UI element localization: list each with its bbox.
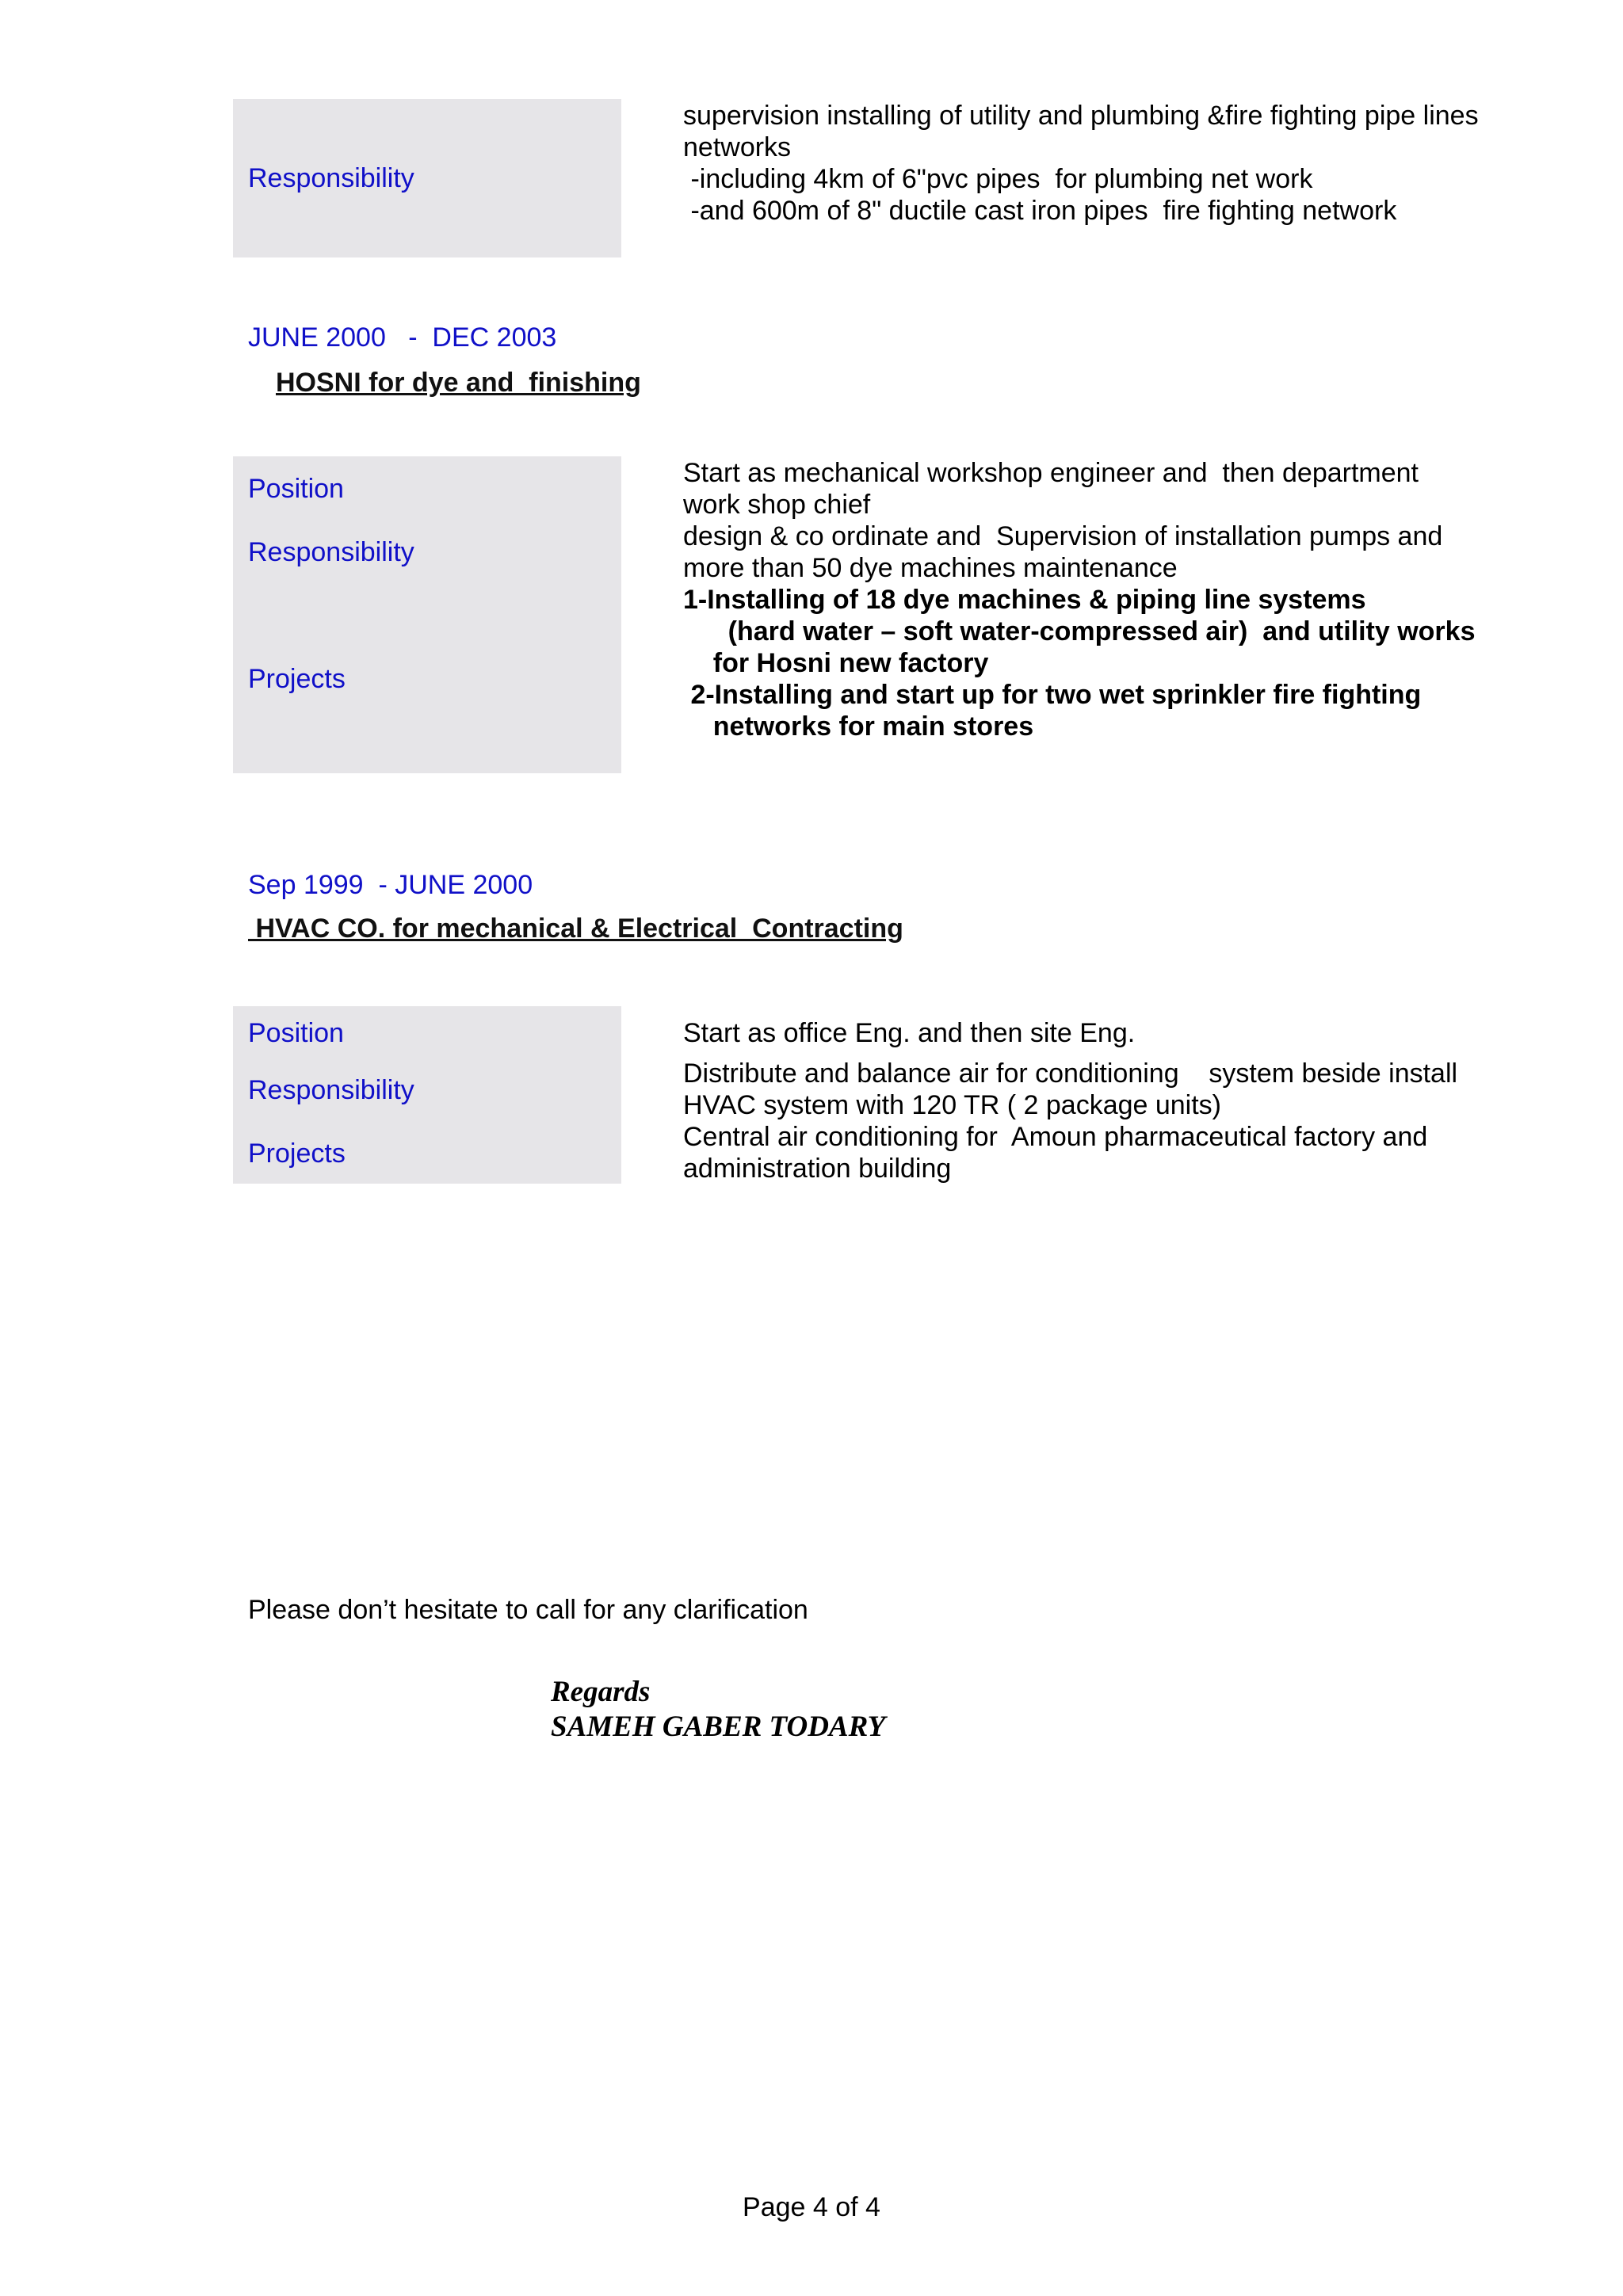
section2-line: Central air conditioning for Amoun pharmaceutical factory and <box>683 1122 1428 1152</box>
closing-note: Please don’t hesitate to call for any clarification <box>248 1595 808 1625</box>
section2-date-range: Sep 1999 - JUNE 2000 <box>248 870 533 900</box>
section1-date-range: JUNE 2000 - DEC 2003 <box>248 322 557 353</box>
section1-company-name: HOSNI for dye and finishing <box>276 368 641 398</box>
section1-project-line: 2-Installing and start up for two wet sprinkler fire fighting <box>683 680 1422 710</box>
section2-responsibility-label: Responsibility <box>248 1075 414 1105</box>
section2-description <box>683 1058 1587 1184</box>
section2-line: administration building <box>683 1154 952 1184</box>
section2-position-label: Position <box>248 1018 344 1048</box>
section1-line: design & co ordinate and Supervision of installation pumps and <box>683 521 1443 551</box>
page-number: Page 4 of 4 <box>743 2192 880 2222</box>
section2-projects-label: Projects <box>248 1138 346 1169</box>
section2-position-line: Start as office Eng. and then site Eng. <box>683 1018 1136 1048</box>
section0-responsibility-label: Responsibility <box>248 163 414 193</box>
section0-line: -including 4km of 6"pvc pipes for plumbing net work <box>683 164 1313 194</box>
regards-text: Regards <box>551 1676 651 1708</box>
section1-project-line: 1-Installing of 18 dye machines & piping line systems <box>683 585 1366 615</box>
section2-company-name: HVAC CO. for mechanical & Electrical Contracting <box>248 913 903 944</box>
section1-line: more than 50 dye machines maintenance <box>683 553 1178 583</box>
section2-position-text <box>683 1017 1587 1049</box>
section1-responsibility-label: Responsibility <box>248 537 414 567</box>
section0-line: supervision installing of utility and plumbing &fire fighting pipe lines <box>683 101 1479 131</box>
section1-project-line: for Hosni new factory <box>683 648 989 678</box>
section2-line: HVAC system with 120 TR ( 2 package units) <box>683 1090 1222 1120</box>
section1-description <box>683 457 1587 742</box>
section1-projects-label: Projects <box>248 664 346 694</box>
section0-description <box>683 100 1587 227</box>
signature-name: SAMEH GABER TODARY <box>551 1711 886 1743</box>
section1-line: Start as mechanical workshop engineer and then department <box>683 458 1419 488</box>
section1-project-line: (hard water – soft water-compressed air) and utility works <box>683 616 1476 646</box>
section1-line: work shop chief <box>683 490 871 520</box>
section0-line: networks <box>683 132 792 162</box>
section1-project-line: networks for main stores <box>683 711 1034 742</box>
section1-position-label: Position <box>248 474 344 504</box>
section0-line: -and 600m of 8" ductile cast iron pipes fire fighting network <box>683 196 1397 226</box>
section2-line: Distribute and balance air for conditioning system beside install <box>683 1058 1458 1089</box>
